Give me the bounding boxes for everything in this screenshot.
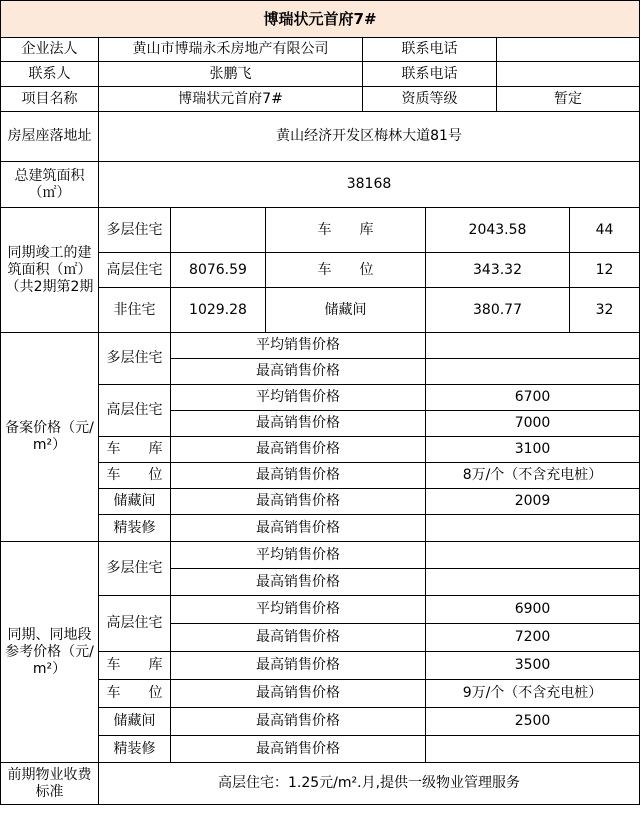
filing-kind: 最高销售价格 xyxy=(171,489,426,515)
reference-value: 9万/个（不含充电桩） xyxy=(426,680,640,708)
phone-label-1: 联系电话 xyxy=(363,38,497,62)
project-label: 项目名称 xyxy=(1,87,99,112)
reference-kind: 最高销售价格 xyxy=(171,569,426,596)
reference-value xyxy=(426,569,640,596)
reference-kind: 最高销售价格 xyxy=(171,624,426,652)
reference-kind: 最高销售价格 xyxy=(171,736,426,763)
filing-type: 车 位 xyxy=(99,463,171,489)
reference-type: 车 位 xyxy=(99,680,171,708)
project-value: 博瑞状元首府7# xyxy=(99,87,363,112)
filing-value xyxy=(426,515,640,542)
phone-value-1 xyxy=(497,38,640,62)
period-sub-area: 2043.58 xyxy=(426,208,570,253)
reference-kind: 最高销售价格 xyxy=(171,652,426,680)
filing-value: 8万/个（不含充电桩） xyxy=(426,463,640,489)
filing-value xyxy=(426,333,640,359)
reference-kind: 最高销售价格 xyxy=(171,680,426,708)
filing-value: 6700 xyxy=(426,385,640,411)
reference-type: 精装修 xyxy=(99,736,171,763)
page-title: 博瑞状元首府7# xyxy=(1,1,640,38)
reference-value xyxy=(426,542,640,569)
filing-kind: 最高销售价格 xyxy=(171,515,426,542)
filing-type: 储藏间 xyxy=(99,489,171,515)
period-sub: 储藏间 xyxy=(266,288,426,333)
filing-kind: 平均销售价格 xyxy=(171,385,426,411)
contact-value: 张鹏飞 xyxy=(99,62,363,87)
reference-value xyxy=(426,736,640,763)
period-sub: 车 位 xyxy=(266,253,426,288)
address-value: 黄山经济开发区梅林大道81号 xyxy=(99,112,640,162)
filing-value: 3100 xyxy=(426,437,640,463)
filing-value xyxy=(426,359,640,385)
reference-kind: 平均销售价格 xyxy=(171,596,426,624)
reference-kind: 最高销售价格 xyxy=(171,708,426,736)
reference-value: 6900 xyxy=(426,596,640,624)
qual-label: 资质等级 xyxy=(363,87,497,112)
period-area xyxy=(171,208,266,253)
filing-kind: 最高销售价格 xyxy=(171,437,426,463)
filing-value: 2009 xyxy=(426,489,640,515)
reference-kind: 平均销售价格 xyxy=(171,542,426,569)
legal-label: 企业法人 xyxy=(1,38,99,62)
reference-type: 高层住宅 xyxy=(99,596,171,652)
filing-type: 精装修 xyxy=(99,515,171,542)
reference-label: 同期、同地段参考价格（元/ m²） xyxy=(1,542,99,763)
property-fee-value: 高层住宅：1.25元/m².月,提供一级物业管理服务 xyxy=(99,763,640,805)
contact-label: 联系人 xyxy=(1,62,99,87)
period-count: 32 xyxy=(570,288,640,333)
filing-kind: 平均销售价格 xyxy=(171,333,426,359)
period-sub: 车 库 xyxy=(266,208,426,253)
reference-type: 储藏间 xyxy=(99,708,171,736)
filing-type: 车 库 xyxy=(99,437,171,463)
reference-type: 多层住宅 xyxy=(99,542,171,596)
filing-label: 备案价格（元/m²） xyxy=(1,333,99,542)
period-area: 1029.28 xyxy=(171,288,266,333)
phone-label-2: 联系电话 xyxy=(363,62,497,87)
filing-kind: 最高销售价格 xyxy=(171,359,426,385)
period-count: 44 xyxy=(570,208,640,253)
reference-value: 2500 xyxy=(426,708,640,736)
filing-type: 多层住宅 xyxy=(99,333,171,385)
period-sub-area: 343.32 xyxy=(426,253,570,288)
period-count: 12 xyxy=(570,253,640,288)
filing-type: 高层住宅 xyxy=(99,385,171,437)
property-fee-label: 前期物业收费标准 xyxy=(1,763,99,805)
qual-value: 暂定 xyxy=(497,87,640,112)
filing-value: 7000 xyxy=(426,411,640,437)
period-type: 高层住宅 xyxy=(99,253,171,288)
reference-type: 车 库 xyxy=(99,652,171,680)
address-label: 房屋座落地址 xyxy=(1,112,99,162)
reference-value: 3500 xyxy=(426,652,640,680)
filing-kind: 最高销售价格 xyxy=(171,463,426,489)
period-area-label: 同期竣工的建筑面积（㎡）（共2期第2期 xyxy=(1,208,99,333)
phone-value-2 xyxy=(497,62,640,87)
period-sub-area: 380.77 xyxy=(426,288,570,333)
reference-value: 7200 xyxy=(426,624,640,652)
area-label: 总建筑面积（㎡） xyxy=(1,162,99,208)
area-value: 38168 xyxy=(99,162,640,208)
period-type: 非住宅 xyxy=(99,288,171,333)
period-area: 8076.59 xyxy=(171,253,266,288)
legal-value: 黄山市博瑞永禾房地产有限公司 xyxy=(99,38,363,62)
period-type: 多层住宅 xyxy=(99,208,171,253)
filing-kind: 最高销售价格 xyxy=(171,411,426,437)
